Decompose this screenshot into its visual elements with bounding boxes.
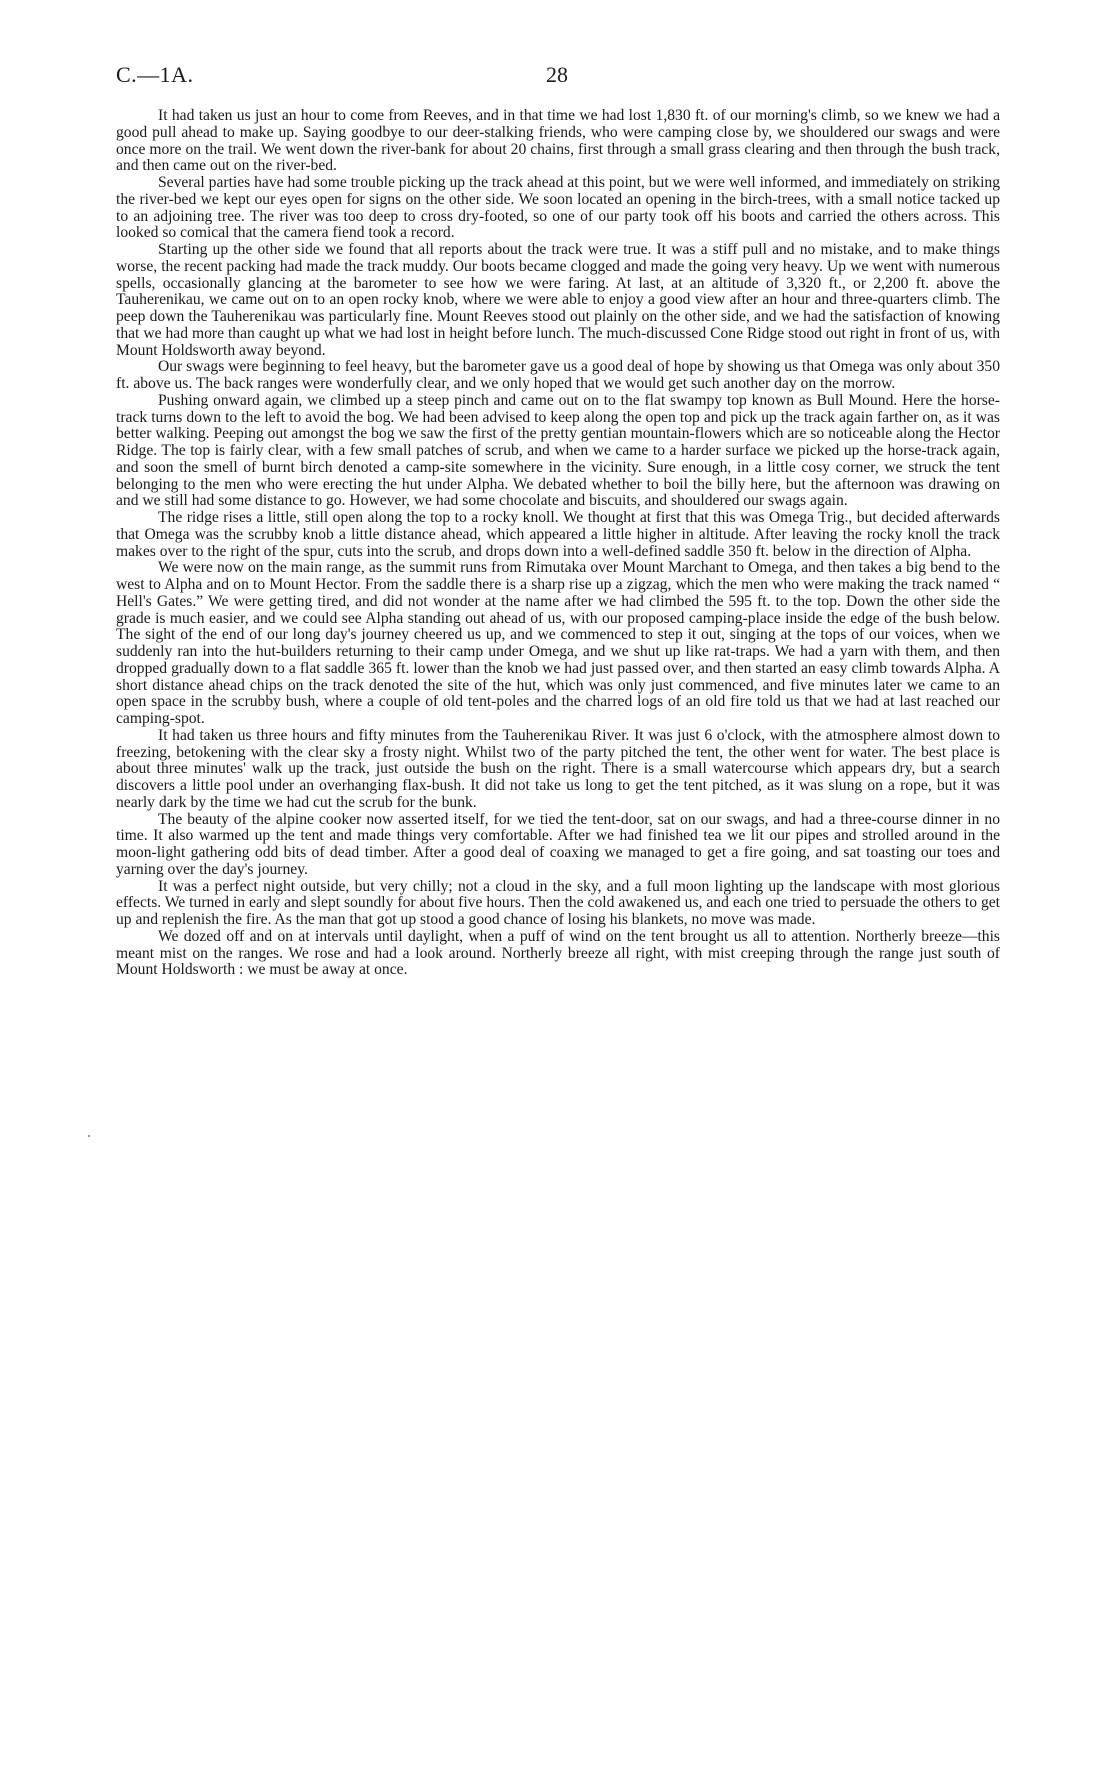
paragraph: We dozed off and on at intervals until daylight, when a puff of wind on the tent brought us all to attention. Northerly breeze—this meant mist on the ranges. We rose and had a look around. Northerly breeze all right, with mist creeping through the range just south of Mount Holdsworth : we must be away at once. [116,927,1000,979]
paragraph: We were now on the main range, as the summit runs from Rimutaka over Mount Marchant to Omega, and then takes a big bend to the west to Alpha and on to Mount Hector. From the saddle there is a sharp rise up a zigzag, which the men who were making the track named “ Hell's Gates.” We were getting tired, and did not wonder at the name after we had climbed the 595 ft. to the top. Down the other side the grade is much easier, and we could see Alpha standing out ahead of us, with our proposed camping-place inside the edge of the bush below. The sight of the end of our long day's journey cheered us up, and we commenced to step it out, singing at the tops of our voices, when we suddenly ran into the hut-builders returning to their camp under Omega, and we shut up like rat-traps. We had a yarn with them, and then dropped gradually down to a flat saddle 365 ft. lower than the knob we had just passed over, and then started an easy climb towards Alpha. A short distance ahead chips on the track denoted the site of the hut, which was only just commenced, and five minutes later we came to an open space in the scrubby bush, where a couple of old tent-poles and the charred logs of an old fire told us that we had at last reached our camping-spot. [116,559,1000,727]
paragraph: Pushing onward again, we climbed up a steep pinch and came out on to the flat swampy top known as Bull Mound. Here the horse-track turns down to the left to avoid the bog. We had been advised to keep along the open top and pick up the track again farther on, as it was better walking. Peeping out amongst the bog we saw the first of the pretty gentian mountain-flowers which are so noticeable along the Hector Ridge. The top is fairly clear, with a few small patches of scrub, and when we came to a harder surface we picked up the horse-track again, and soon the smell of burnt birch denoted a camp-site somewhere in the vicinity. Sure enough, in a little cosy corner, we struck the tent belonging to the men who were erecting the hut under Alpha. We debated whether to boil the billy here, but the afternoon was drawing on and we still had some distance to go. However, we had some chocolate and biscuits, and shouldered our swags again. [116,391,1000,510]
paragraph: It had taken us just an hour to come from Reeves, and in that time we had lost 1,830 ft. of our morning's climb, so we knew we had a good pull ahead to make up. Saying goodbye to our deer-stalking friends, who were camping close by, we shouldered our swags and were once more on the trail. We went down the river-bank for about 20 chains, first through a small grass clearing and then through the bush track, and then came out on the river-bed. [116,107,1000,175]
paragraph: Our swags were beginning to feel heavy, but the barometer gave us a good deal of hope by showing us that Omega was only about 350 ft. above us. The back ranges were wonderfully clear, and we only hoped that we would get such another day on the morrow. [116,358,1000,392]
paragraph: The ridge rises a little, still open along the top to a rocky knoll. We thought at first that this was Omega Trig., but decided afterwards that Omega was the scrubby knob a little distance ahead, which appeared a little higher in altitude. After leaving the rocky knoll the track makes over to the right of the spur, cuts into the scrub, and drops down into a well-defined saddle 350 ft. below in the direction of Alpha. [116,509,1000,560]
paragraph: Several parties have had some trouble picking up the track ahead at this point, but we were well informed, and immediately on striking the river-bed we kept our eyes open for signs on the other side. We soon located an opening in the birch-trees, with a small notice tacked up to an adjoining tree. The river was too deep to cross dry-footed, so one of our party took off his boots and carried the others across. This looked so comical that the camera fiend took a record. [116,174,1000,242]
page-number: 28 [546,62,568,87]
article-body [116,108,1000,979]
paragraph: The beauty of the alpine cooker now asserted itself, for we tied the tent-door, sat on our swags, and had a three-course dinner in no time. It also warmed up the tent and made things very comfortable. After we had finished tea we lit our pipes and strolled around in the moon-light gathering odd bits of dead timber. After a good deal of coaxing we managed to get a fire going, and sat toasting our toes and yarning over the day's journey. [116,810,1000,878]
margin-mark [88,1135,90,1137]
paragraph: Starting up the other side we found that all reports about the track were true. It was a stiff pull and no mistake, and to make things worse, the recent packing had made the track muddy. Our boots became clogged and made the going very heavy. Up we went with numerous spells, occasionally glancing at the barometer to see how we were faring. At last, at an altitude of 3,320 ft., or 2,200 ft. above the Tauherenikau, we came out on to an open rocky knob, where we were able to enjoy a good view after an hour and three-quarters climb. The peep down the Tauherenikau was particularly fine. Mount Reeves stood out plainly on the other side, and we had the satisfaction of knowing that we had more than caught up what we had lost in height before lunch. The much-discussed Cone Ridge stood out right in front of us, with Mount Holdsworth away beyond. [116,241,1000,359]
page-header [116,62,998,102]
paragraph: It was a perfect night outside, but very chilly; not a cloud in the sky, and a full moon lighting up the landscape with most glorious effects. We turned in early and slept soundly for about five hours. Then the cold awakened us, and each one tried to persuade the others to get up and replenish the fire. As the man that got up stood a good chance of losing his blankets, no move was made. [116,877,1000,928]
paragraph: It had taken us three hours and fifty minutes from the Tauherenikau River. It was just 6 o'clock, with the atmosphere almost down to freezing, betokening with the clear sky a frosty night. Whilst two of the party pitched the tent, the other went for water. The best place is about three minutes' walk up the track, just outside the bush on the right. There is a small watercourse which appears dry, but a search discovers a little pool under an overhanging flax-bush. It did not take us long to get the tent pitched, as it was slung on a rope, but it was nearly dark by the time we had cut the scrub for the bunk. [116,726,1000,811]
paper-reference: C.—1A. [116,62,194,87]
